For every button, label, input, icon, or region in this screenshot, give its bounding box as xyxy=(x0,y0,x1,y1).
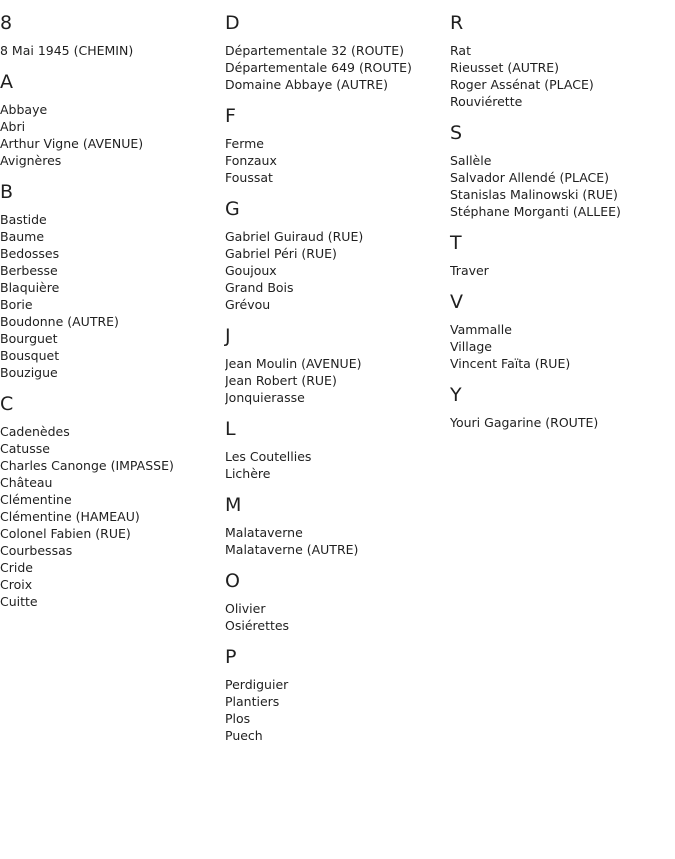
street-entry: Stéphane Morganti (ALLEE) xyxy=(450,204,621,219)
section-letter-heading: S xyxy=(450,122,463,144)
street-entry: Les Coutellies xyxy=(225,449,312,464)
street-entry: Sallèle xyxy=(450,153,492,168)
letter-section xyxy=(0,71,225,169)
index-column-3 xyxy=(450,0,675,442)
street-entry: Youri Gagarine (ROUTE) xyxy=(450,415,599,430)
street-entry: Arthur Vigne (AVENUE) xyxy=(0,136,144,151)
street-entry: Ferme xyxy=(225,136,264,151)
street-entry: Village xyxy=(450,339,492,354)
street-entry: Jean Robert (RUE) xyxy=(225,373,337,388)
letter-section xyxy=(225,418,450,482)
street-entry: Malataverne (AUTRE) xyxy=(225,542,359,557)
section-letter-heading: R xyxy=(450,12,464,34)
street-entry: Cuitte xyxy=(0,594,38,609)
street-entry: Plantiers xyxy=(225,694,280,709)
street-entry: Foussat xyxy=(225,170,273,185)
index-column-2 xyxy=(225,0,450,755)
letter-section xyxy=(0,12,225,59)
section-letter-heading: G xyxy=(225,198,240,220)
street-entry: Abri xyxy=(0,119,26,134)
street-entry: Gabriel Guiraud (RUE) xyxy=(225,229,364,244)
entry-list xyxy=(450,42,675,110)
entry-list xyxy=(450,152,675,220)
street-entry: Catusse xyxy=(0,441,50,456)
entry-list xyxy=(225,228,450,313)
entry-list xyxy=(225,448,450,482)
section-letter-heading: J xyxy=(225,325,231,347)
street-entry: Cride xyxy=(0,560,33,575)
letter-section xyxy=(450,232,675,279)
street-entry: Croix xyxy=(0,577,33,592)
entry-list xyxy=(450,262,675,279)
street-entry: Jean Moulin (AVENUE) xyxy=(225,356,362,371)
letter-section xyxy=(225,198,450,313)
street-entry: Goujoux xyxy=(225,263,277,278)
street-entry: Grévou xyxy=(225,297,271,312)
letter-section xyxy=(225,105,450,186)
section-letter-heading: L xyxy=(225,418,236,440)
letter-section xyxy=(450,291,675,372)
street-entry: Charles Canonge (IMPASSE) xyxy=(0,458,174,473)
section-letter-heading: A xyxy=(0,71,13,93)
section-letter-heading: P xyxy=(225,646,237,668)
letter-section xyxy=(450,12,675,110)
street-entry: Vammalle xyxy=(450,322,512,337)
section-letter-heading: D xyxy=(225,12,240,34)
section-letter-heading: 8 xyxy=(0,12,13,34)
entry-list xyxy=(0,42,225,59)
entry-list xyxy=(450,414,675,431)
letter-section xyxy=(225,570,450,634)
entry-list xyxy=(0,101,225,169)
entry-list xyxy=(225,600,450,634)
street-entry: Rieusset (AUTRE) xyxy=(450,60,560,75)
section-letter-heading: V xyxy=(450,291,463,313)
section-letter-heading: F xyxy=(225,105,236,127)
street-entry: Baume xyxy=(0,229,45,244)
street-entry: Stanislas Malinowski (RUE) xyxy=(450,187,618,202)
street-entry: Départementale 32 (ROUTE) xyxy=(225,43,404,58)
entry-list xyxy=(0,423,225,610)
street-entry: Grand Bois xyxy=(225,280,294,295)
street-entry: Lichère xyxy=(225,466,271,481)
letter-section xyxy=(225,12,450,93)
street-entry: Bousquet xyxy=(0,348,60,363)
street-entry: Clémentine xyxy=(0,492,72,507)
street-entry: Gabriel Péri (RUE) xyxy=(225,246,337,261)
index-column-1 xyxy=(0,0,225,621)
street-entry: Bouzigue xyxy=(0,365,58,380)
entry-list xyxy=(225,42,450,93)
street-entry: Rat xyxy=(450,43,471,58)
street-entry: Blaquière xyxy=(0,280,60,295)
street-entry: Jonquierasse xyxy=(225,390,305,405)
street-entry: Colonel Fabien (RUE) xyxy=(0,526,131,541)
street-entry: Avignères xyxy=(0,153,62,168)
street-entry: Bourguet xyxy=(0,331,58,346)
street-entry: Boudonne (AUTRE) xyxy=(0,314,119,329)
street-entry: Perdiguier xyxy=(225,677,289,692)
street-entry: Bedosses xyxy=(0,246,60,261)
street-entry: 8 Mai 1945 (CHEMIN) xyxy=(0,43,134,58)
street-entry: Domaine Abbaye (AUTRE) xyxy=(225,77,388,92)
letter-section xyxy=(450,384,675,431)
street-entry: Château xyxy=(0,475,53,490)
street-entry: Olivier xyxy=(225,601,266,616)
letter-section xyxy=(225,646,450,744)
entry-list xyxy=(225,135,450,186)
section-letter-heading: C xyxy=(0,393,14,415)
letter-section xyxy=(450,122,675,220)
street-entry: Courbessas xyxy=(0,543,73,558)
street-entry: Puech xyxy=(225,728,263,743)
street-entry: Traver xyxy=(450,263,489,278)
entry-list xyxy=(225,355,450,406)
street-entry: Berbesse xyxy=(0,263,58,278)
street-entry: Osiérettes xyxy=(225,618,290,633)
section-letter-heading: B xyxy=(0,181,14,203)
letter-section xyxy=(0,393,225,610)
street-entry: Clémentine (HAMEAU) xyxy=(0,509,140,524)
street-entry: Abbaye xyxy=(0,102,48,117)
street-entry: Départementale 649 (ROUTE) xyxy=(225,60,412,75)
street-entry: Cadenèdes xyxy=(0,424,70,439)
entry-list xyxy=(225,524,450,558)
section-letter-heading: M xyxy=(225,494,242,516)
entry-list xyxy=(0,211,225,381)
letter-section xyxy=(0,181,225,381)
section-letter-heading: T xyxy=(450,232,462,254)
street-entry: Borie xyxy=(0,297,33,312)
street-entry: Roger Assénat (PLACE) xyxy=(450,77,594,92)
street-entry: Plos xyxy=(225,711,251,726)
section-letter-heading: O xyxy=(225,570,240,592)
section-letter-heading: Y xyxy=(450,384,462,406)
street-entry: Rouviérette xyxy=(450,94,523,109)
entry-list xyxy=(225,676,450,744)
letter-section xyxy=(225,494,450,558)
street-entry: Fonzaux xyxy=(225,153,277,168)
street-entry: Bastide xyxy=(0,212,47,227)
street-entry: Malataverne xyxy=(225,525,303,540)
street-entry: Vincent Faïta (RUE) xyxy=(450,356,571,371)
street-entry: Salvador Allendé (PLACE) xyxy=(450,170,610,185)
letter-section xyxy=(225,325,450,406)
entry-list xyxy=(450,321,675,372)
